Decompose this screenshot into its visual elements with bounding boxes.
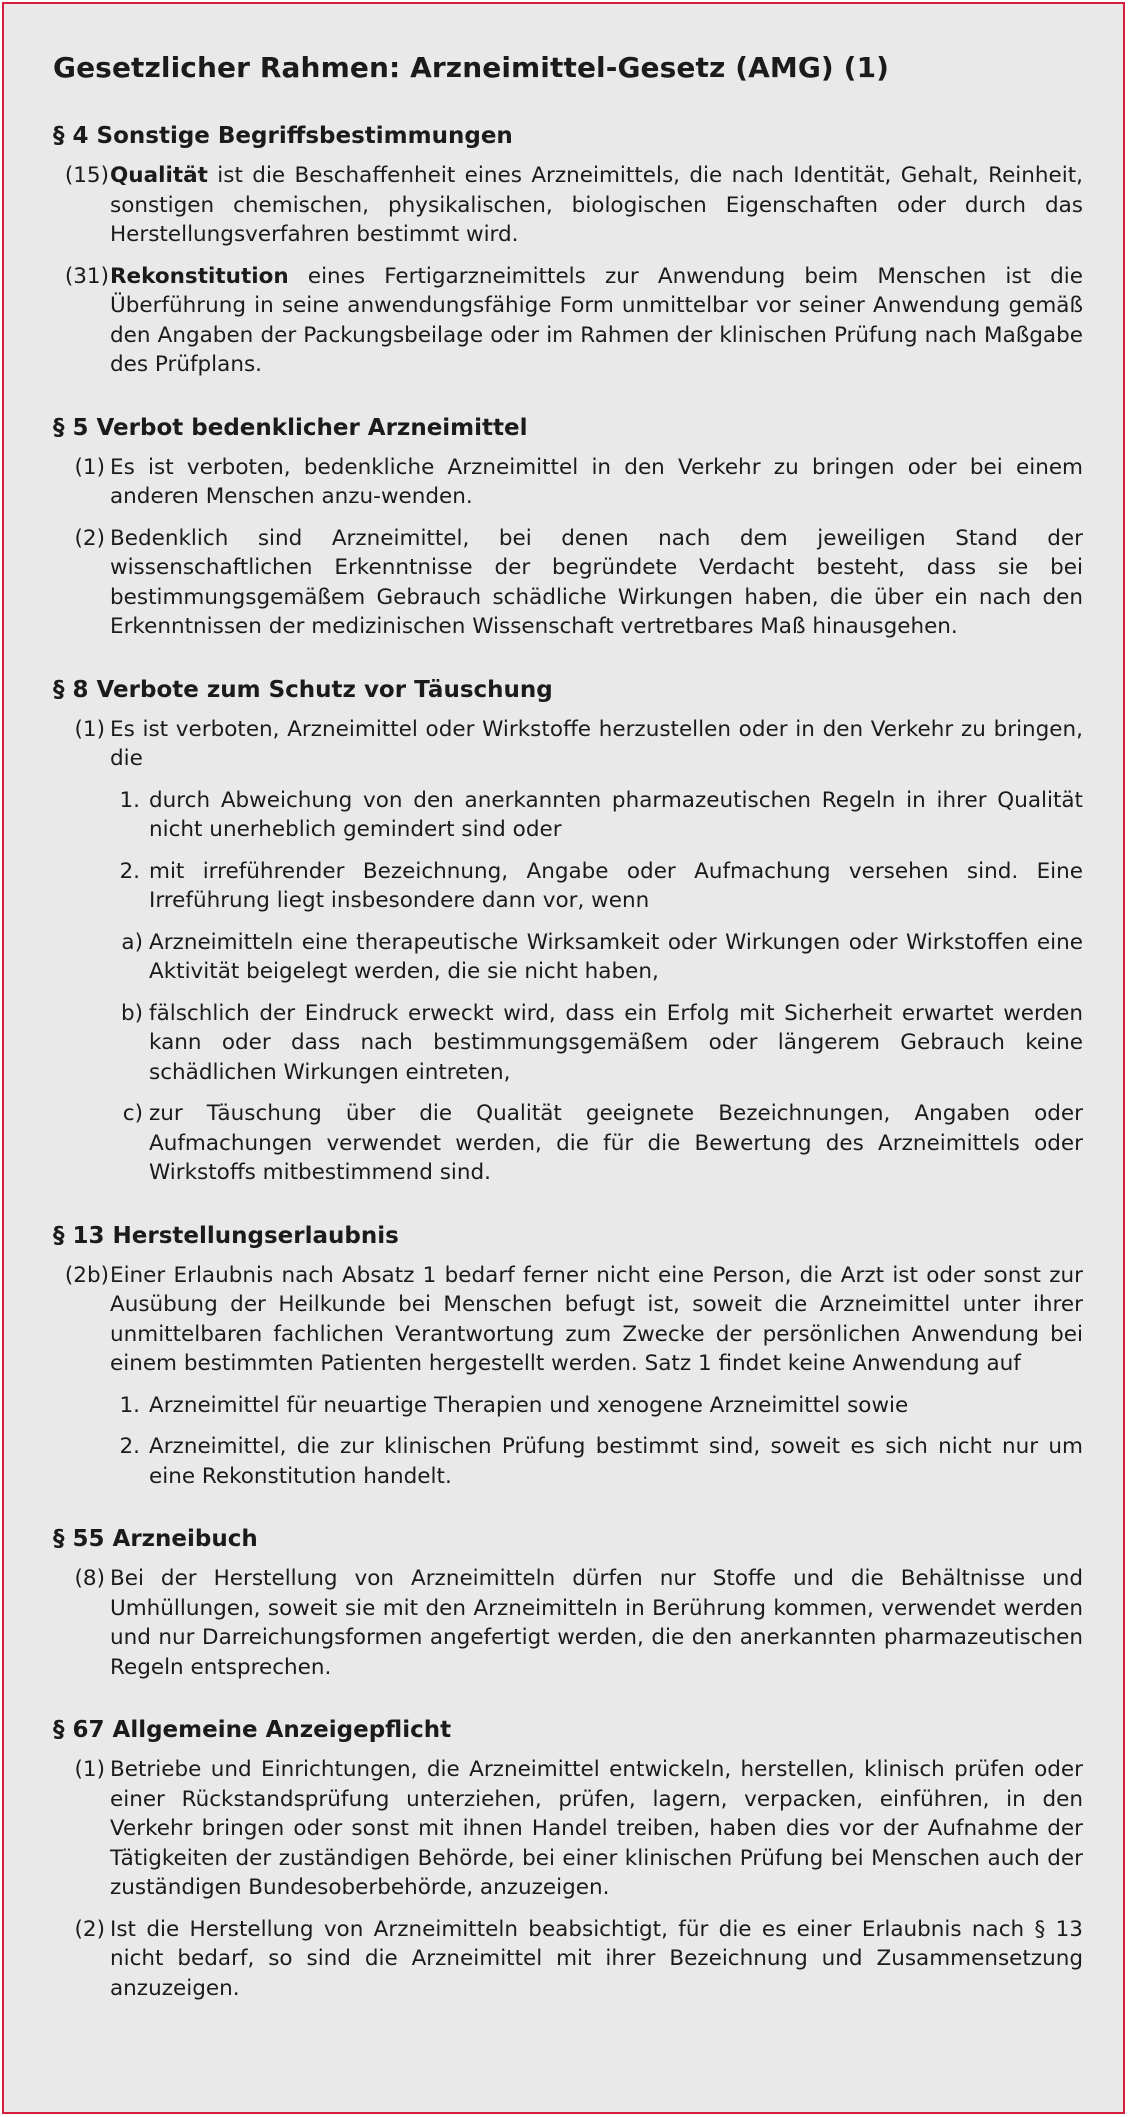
list-item-letter: b) <box>120 1000 143 1026</box>
list-item-text: zur Täuschung über die Qualität geeignete Bezeichnungen, Angaben oder Aufmachungen verwendet werden, die für die Bewertung des Arzneimittels oder Wirkstoffs mitbestimmend sind. <box>149 1101 1083 1185</box>
list-item-number: 2. <box>119 858 140 884</box>
paragraph-number: (2) <box>74 525 105 551</box>
paragraph-text: Es ist verboten, bedenkliche Arzneimittel in den Verkehr zu bringen oder bei einem anderen Menschen anzu-wenden. <box>110 454 1083 509</box>
section-heading: § 13 Herstellungserlaubnis <box>53 1222 399 1249</box>
defined-term: Rekonstitution <box>110 263 289 289</box>
paragraph-1 <box>53 715 1083 774</box>
paragraph-text: Betriebe und Einrichtungen, die Arzneimittel entwickeln, herstellen, klinisch prüfen oder einer Rückstandsprüfung unterziehen, prüfen, lagern, verpacken, einführen, in den Verkehr bringen oder sonst mit ihnen Handel treiben, haben dies vor der Aufnahme der Tätigkeiten der zuständigen Behörde, bei einer klinischen Prüfung bei Menschen auch der zuständigen Bundesoberbehörde, anzuzeigen. <box>110 1757 1083 1900</box>
section-heading: § 8 Verbote zum Schutz vor Täuschung <box>53 676 553 703</box>
paragraph-number: (1) <box>74 716 105 742</box>
paragraph-text: Bedenklich sind Arzneimittel, bei denen nach dem jeweiligen Stand der wissenschaftlichen Erkenntnisse der begründete Verdacht besteht, dass sie bei bestimmungsgemäßem Gebrauch schädliche Wirkungen haben, die über ein nach den Erkenntnissen der medizinischen Wissenschaft vertretbares Maß hinausgehen. <box>110 525 1083 639</box>
list-item-letter: a) <box>121 929 143 955</box>
list-item <box>53 1432 1083 1491</box>
paragraph-text: Ist die Herstellung von Arzneimitteln beabsichtigt, für die es einer Erlaubnis nach § 13 nicht bedarf, so sind die Arzneimittel mit ihrer Bezeichnung und Zusammensetzung anzuzeigen. <box>110 1916 1083 2001</box>
list-item-letter: c) <box>122 1101 143 1126</box>
document-frame <box>2 2 1125 2114</box>
paragraph-number: (8) <box>74 1566 105 1591</box>
paragraph-text: Es ist verboten, Arzneimittel oder Wirkstoffe herzustellen oder in den Verkehr zu bringen, die <box>110 716 1083 771</box>
paragraph-number: (2b) <box>64 1262 109 1288</box>
paragraph-text: ist die Beschaffenheit eines Arzneimittels, die nach Identität, Gehalt, Reinheit, sonstigen chemischen, physikalischen, biologischen Eigenschaften oder durch das Herstellungsverfahren bestimmt wird. <box>110 163 1083 247</box>
section-13 <box>53 1221 1083 1492</box>
list-item <box>53 1391 1083 1421</box>
list-item-number: 1. <box>119 1392 140 1418</box>
paragraph-number: (1) <box>74 1757 105 1782</box>
paragraph-1 <box>53 1755 1083 1903</box>
section-55 <box>53 1524 1083 1682</box>
list-subitem <box>53 928 1083 987</box>
paragraph-number: (1) <box>74 454 105 480</box>
list-item <box>53 857 1083 916</box>
paragraph-31 <box>53 262 1083 380</box>
paragraph-number: (2) <box>74 1916 105 1942</box>
list-subitem <box>53 999 1083 1088</box>
section-heading: § 5 Verbot bedenklicher Arzneimittel <box>53 414 528 441</box>
paragraph-15 <box>53 161 1083 250</box>
list-item-text: Arzneimittel für neuartige Therapien und xenogene Arzneimittel sowie <box>149 1392 909 1418</box>
list-item <box>53 786 1083 845</box>
paragraph-2 <box>53 1915 1083 2004</box>
list-item-text: mit irreführender Bezeichnung, Angabe oder Aufmachung versehen sind. Eine Irreführung liegt insbesondere dann vor, wenn <box>149 858 1083 913</box>
section-4 <box>53 121 1083 380</box>
section-heading: § 67 Allgemeine Anzeigepflicht <box>53 1717 452 1743</box>
paragraph-text: eines Fertigarzneimittels zur Anwendung beim Menschen ist die Überführung in seine anwendungsfähige Form unmittelbar vor seiner Anwendung gemäß den Angaben der Packungsbeilage oder im Rahmen der klinischen Prüfung nach Maßgabe des Prüfplans. <box>110 263 1083 377</box>
section-5 <box>53 413 1083 642</box>
list-item-number: 1. <box>119 787 140 813</box>
paragraph-text: Einer Erlaubnis nach Absatz 1 bedarf ferner nicht eine Person, die Arzt ist oder sonst zur Ausübung der Heilkunde bei Menschen befugt ist, soweit die Arzneimittel unter ihrer unmittelbaren fachlichen Verantwortung zum Zwecke der persönlichen Anwendung bei einem bestimmten Patienten hergestellt werden. Satz 1 findet keine Anwendung auf <box>110 1262 1083 1376</box>
paragraph-2b <box>53 1261 1083 1379</box>
paragraph-2 <box>53 524 1083 642</box>
section-67 <box>53 1715 1083 2003</box>
paragraph-text: Bei der Herstellung von Arzneimitteln dürfen nur Stoffe und die Behältnisse und Umhüllungen, soweit sie mit den Arzneimitteln in Berührung kommen, verwendet werden und nur Darreichungsformen angefertigt werden, die den anerkannten pharmazeutischen Regeln entsprechen. <box>110 1566 1083 1680</box>
section-heading: § 55 Arzneibuch <box>53 1526 258 1552</box>
document-content <box>53 48 1083 2036</box>
list-item-text: Arzneimittel, die zur klinischen Prüfung bestimmt sind, soweit es sich nicht nur um eine Rekonstitution handelt. <box>149 1434 1083 1489</box>
list-item-text: durch Abweichung von den anerkannten pharmazeutischen Regeln in ihrer Qualität nicht unerheblich gemindert sind oder <box>149 787 1083 842</box>
paragraph-number: (15) <box>64 163 109 188</box>
section-heading: § 4 Sonstige Begriffsbestimmungen <box>53 123 513 149</box>
paragraph-number: (31) <box>64 263 109 289</box>
defined-term: Qualität <box>110 163 208 188</box>
list-item-number: 2. <box>119 1434 140 1459</box>
page-title: Gesetzlicher Rahmen: Arzneimittel-Gesetz (AMG) (1) <box>53 51 890 84</box>
list-item-text: fälschlich der Eindruck erweckt wird, dass ein Erfolg mit Sicherheit erwartet werden kann oder dass nach bestimmungsgemäßem oder längerem Gebrauch keine schädlichen Wirkungen eintreten, <box>149 1000 1083 1085</box>
list-item-text: Arzneimitteln eine therapeutische Wirksamkeit oder Wirkungen oder Wirkstoffen eine Aktivität beigelegt werden, die sie nicht haben, <box>149 929 1083 984</box>
section-8 <box>53 675 1083 1188</box>
paragraph-1 <box>53 453 1083 512</box>
paragraph-8 <box>53 1564 1083 1682</box>
list-subitem <box>53 1099 1083 1188</box>
